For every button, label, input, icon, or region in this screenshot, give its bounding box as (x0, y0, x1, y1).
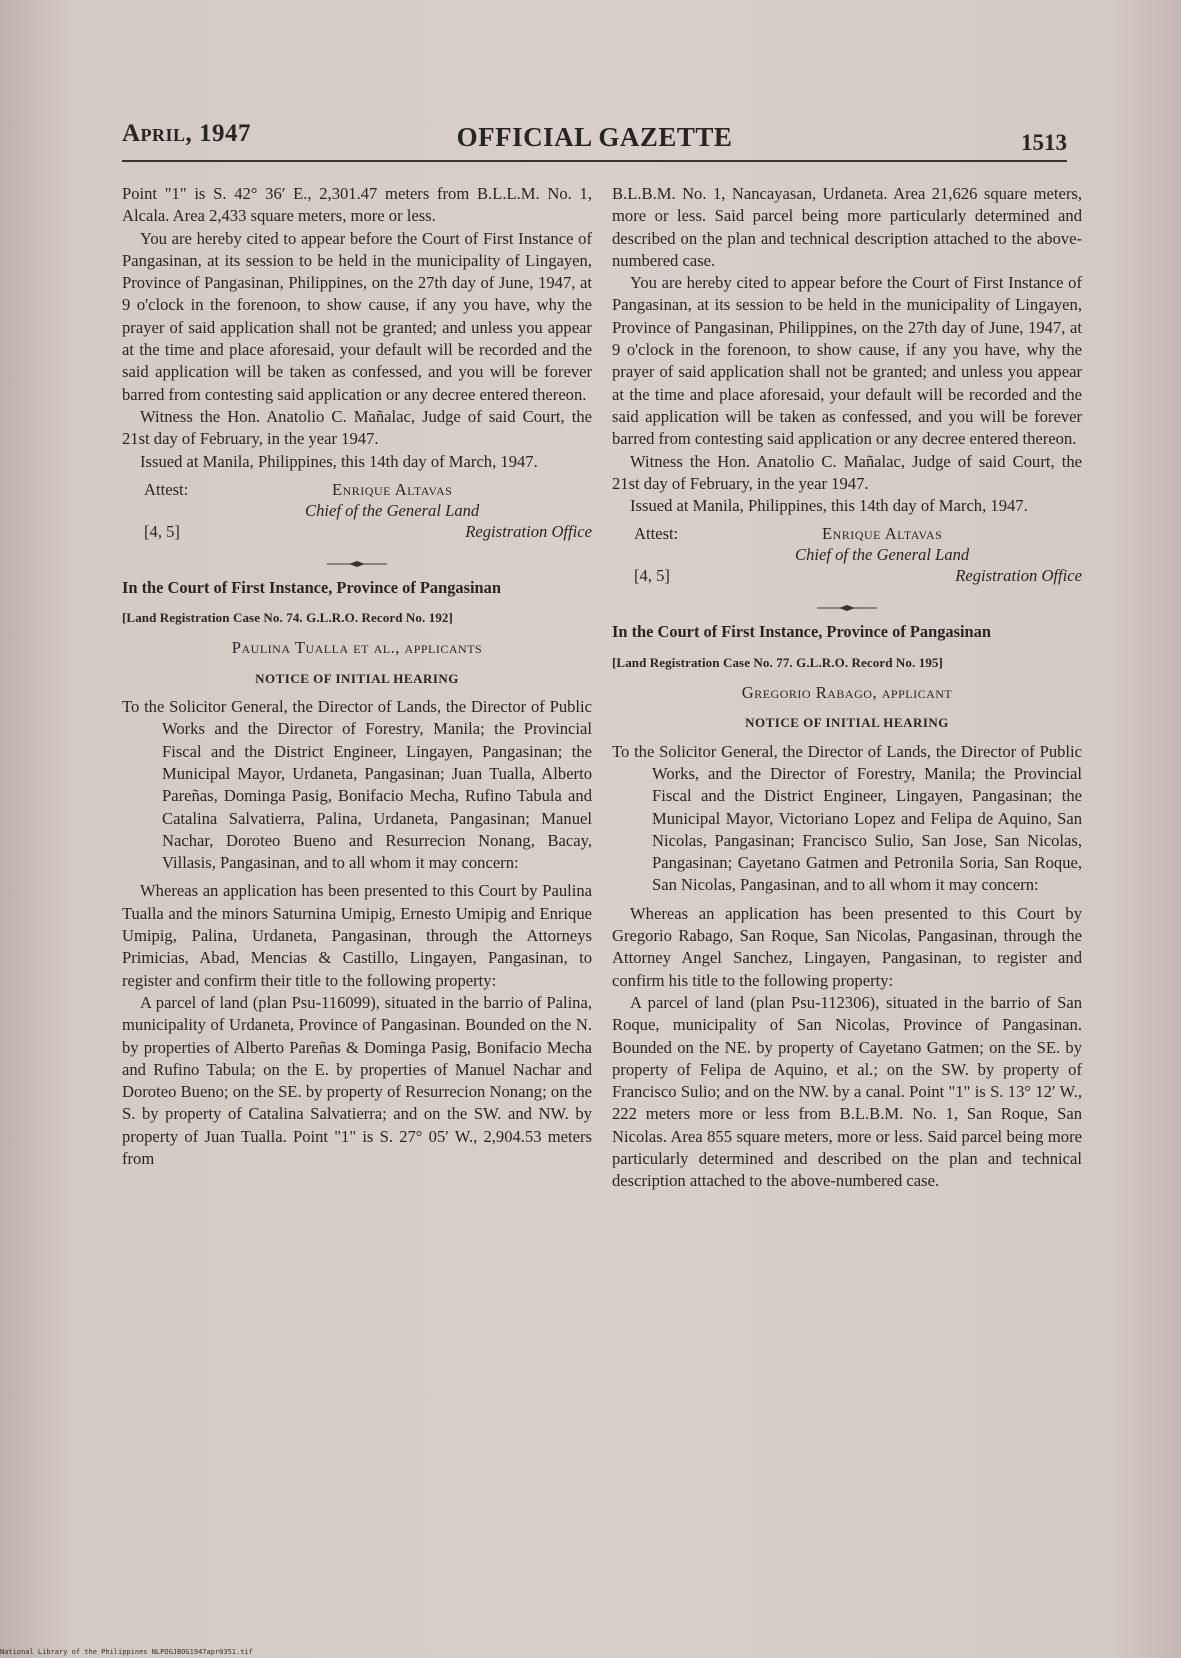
left-column (122, 183, 592, 1170)
page-number: 1513 (1021, 130, 1067, 155)
party-role: , applicants (395, 638, 483, 658)
ornament-divider-icon (612, 597, 1082, 613)
attestation-block (122, 479, 592, 543)
paragraph: Point "1" is S. 42° 36′ E., 2,301.47 meters from B.L.L.M. No. 1, Alcala. Area 2,433 square meters, more or less. (122, 184, 592, 226)
attest-title-line2: Registration Office (465, 521, 592, 541)
case-reference: [Land Registration Case No. 77. G.L.R.O. Record No. 195] (612, 654, 943, 670)
attest-title-line2: Registration Office (955, 566, 1082, 586)
paragraph: B.L.B.M. No. 1, Nancayasan, Urdaneta. Area 21,626 square meters, more or less. Said parcel being more particularly determined and described on the plan and technical description attached to the above-numbered case. (612, 184, 1082, 270)
header-title: OFFICIAL GAZETTE (456, 122, 733, 152)
attest-label: Attest: (634, 524, 679, 544)
attest-label: Attest: (144, 479, 189, 499)
paragraph: Whereas an application has been presented to this Court by Paulina Tualla and the minors Saturnina Umipig, Ernesto Umipig and Enrique Umipig, Palina, Urdaneta, Pangasinan, through the Attorneys Primicias, Abad, Mencias & Castillo, Lingayen, Pangasinan, to register and confirm their title to the following property: (122, 881, 592, 990)
party-line (122, 637, 592, 659)
paragraph: Issued at Manila, Philippines, this 14th day of March, 1947. (630, 496, 1028, 516)
addressees: To the Solicitor General, the Director of Lands, the Director of Public Works, and the Director of Forestry, Manila; the Provincial Fiscal and the District Engineer, Lingayen, Pangasinan; the Municipal Mayor, Victoriano Lopez and Felipa de Aquino, San Nicolas, Pangasinan; Francisco Sulio, San Jose, San Nicolas, Pangasinan; Cayetano Gatmen and Petronila Soria, San Roque, San Nicolas, Pangasinan, and to all whom it may concern: (612, 741, 1082, 895)
paragraph: You are hereby cited to appear before the Court of First Instance of Pangasinan, at its session to be held in the municipality of Lingayen, Province of Pangasinan, Philippines, on the 27th day of June, 1947, at 9 o'clock in the forenoon, to show cause, if any you have, why the prayer of said application shall not be granted; and unless you appear at the time and place aforesaid, your default will be recorded and the said application will be taken as confessed, and you will be forever barred from contesting said application or any decree entered thereon. (122, 228, 592, 404)
court-heading: In the Court of First Instance, Province of Pangasinan (612, 622, 991, 642)
notice-heading: NOTICE OF INITIAL HEARING (255, 670, 459, 686)
party-role: , applicant (872, 683, 953, 703)
attest-name: Enrique Altavas (332, 479, 453, 499)
paragraph: A parcel of land (plan Psu-116099), situated in the barrio of Palina, municipality of Urdaneta, Province of Pangasinan. Bounded on the N. by properties of Alberto Pareñas & Dominga Pasig, Bonifacio Mecha and Rufino Tabula; on the E. by properties of Manuel Nachar and Doroteo Bueno; on the SE. by property of Resurrecion Nonang; on the S. by property of Catalina Salvatierra; and on the SW. and NW. by property of Juan Tualla. Point "1" is S. 27° 05′ W., 2,904.53 meters from (122, 992, 592, 1168)
paragraph: Whereas an application has been presented to this Court by Gregorio Rabago, San Roque, San Nicolas, Pangasinan, through the Attorney Angel Sanchez, Lingayen, Pangasinan, to register and confirm his title to the following property: (612, 903, 1082, 990)
paragraph: Issued at Manila, Philippines, this 14th day of March, 1947. (140, 451, 538, 471)
attestation-block (612, 523, 1082, 587)
party-name: Paulina Tualla et al. (231, 638, 396, 658)
issue-numbers: [4, 5] (144, 521, 180, 541)
attest-title-line1: Chief of the General Land (795, 545, 970, 565)
attest-title-line1: Chief of the General Land (305, 500, 480, 520)
ornament-divider-icon (122, 553, 592, 569)
paragraph: A parcel of land (plan Psu-112306), situated in the barrio of San Roque, municipality of San Nicolas, Province of Pangasinan. Bounded on the NE. by property of Cayetano Gatmen; on the SE. by property of Felipa de Aquino, et al.; on the SW. by property of Francisco Sulio; and on the NW. by a canal. Point "1" is S. 13° 12′ W., 222 meters more or less from B.L.B.M. No. 1, San Roque, San Nicolas. Area 855 square meters, more or less. Said parcel being more particularly determined and described on the plan and technical description attached to the above-numbered case. (612, 992, 1082, 1191)
court-heading: In the Court of First Instance, Province of Pangasinan (122, 577, 501, 597)
paragraph: Witness the Hon. Anatolio C. Mañalac, Judge of said Court, the 21st day of February, in the year 1947. (122, 406, 592, 449)
right-column (612, 183, 1082, 1193)
page-header (122, 116, 1067, 166)
addressees: To the Solicitor General, the Director of Lands, the Director of Public Works and the Director of Forestry, Manila; the Provincial Fiscal and the District Engineer, Lingayen, Pangasinan; the Municipal Mayor, Urdaneta, Pangasinan; Juan Tualla, Alberto Pareñas, Dominga Pasig, Bonifacio Mecha, Rufino Tabula and Catalina Salvatierra, Palina, Urdaneta, Pangasinan; Manuel Nachar, Doroteo Bueno and Resurrecion Nonang, Bacay, Villasis, Pangasinan, and to all whom it may concern: (122, 697, 592, 873)
header-rule (122, 160, 1067, 162)
issue-numbers: [4, 5] (634, 566, 670, 586)
attest-name: Enrique Altavas (822, 524, 943, 544)
case-reference: [Land Registration Case No. 74. G.L.R.O. Record No. 192] (122, 610, 453, 626)
paragraph: You are hereby cited to appear before the Court of First Instance of Pangasinan, at its session to be held in the municipality of Lingayen, Province of Pangasinan, Philippines, on the 27th day of June, 1947, at 9 o'clock in the forenoon, to show cause, if any you have, why the prayer of said application shall not be granted; and unless you appear at the time and place aforesaid, your default will be recorded and the said application will be taken as confessed, and you will be forever barred from contesting said application or any decree entered thereon. (612, 273, 1082, 449)
scan-footer: National Library of the Philippines NLPOGJBOG1947apr0351.tif (0, 1648, 253, 1656)
header-date: April, 1947 (122, 120, 252, 147)
party-line (612, 682, 1082, 704)
paragraph: Witness the Hon. Anatolio C. Mañalac, Judge of said Court, the 21st day of February, in the year 1947. (612, 451, 1082, 493)
notice-heading: NOTICE OF INITIAL HEARING (745, 715, 949, 731)
party-name: Gregorio Rabago (741, 683, 873, 703)
